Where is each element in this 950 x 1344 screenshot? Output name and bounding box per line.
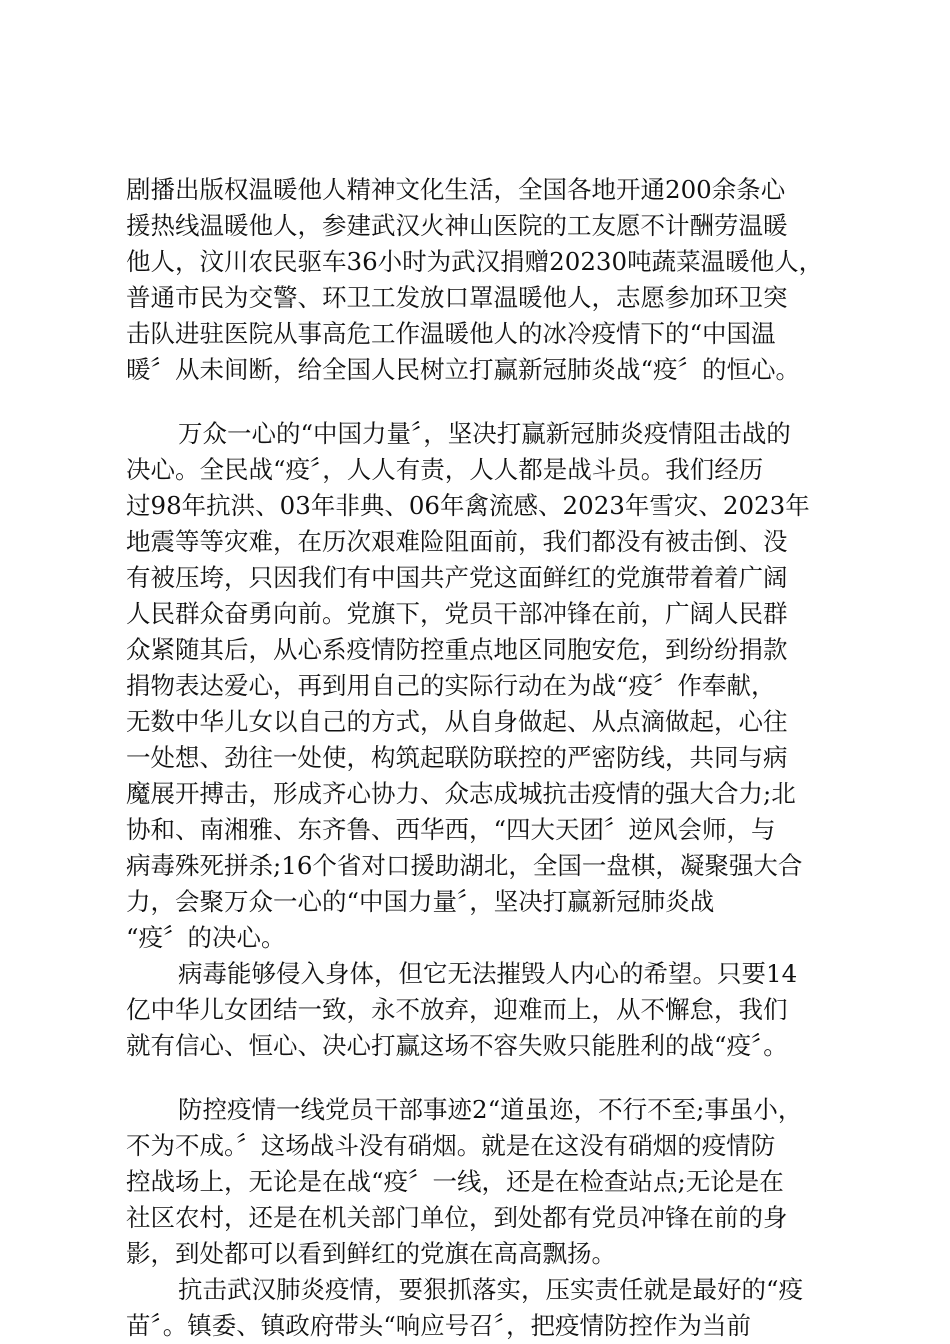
- text-line: 病毒能够侵入身体，但它无法摧毁人内心的希望。只要14: [178, 959, 798, 988]
- text-line: 不为不成。〞这场战斗没有硝烟。就是在这没有硝烟的疫情防: [126, 1131, 776, 1160]
- text-line: 决心。全民战“疫〞，人人有责，人人都是战斗员。我们经历: [126, 455, 764, 484]
- text-line: 就有信心、恒心、决心打赢这场不容失败只能胜利的战“疫〞。: [126, 1031, 788, 1060]
- text-line: 援热线温暖他人，参建武汉火神山医院的工友愿不计酬劳温暖: [126, 211, 788, 240]
- text-line: 影，到处都可以看到鲜红的党旗在高高飘扬。: [126, 1239, 616, 1268]
- text-line: 病毒殊死拼杀;16个省对口援助湖北，全国一盘棋，凝聚强大合: [126, 851, 803, 880]
- text-line: 剧播出版权温暖他人精神文化生活，全国各地开通200余条心: [126, 175, 786, 204]
- text-line: 众紧随其后，从心系疫情防控重点地区同胞安危，到纷纷捐款: [126, 635, 788, 664]
- text-line: 暖〞从未间断，给全国人民树立打赢新冠肺炎战“疫〞的恒心。: [126, 355, 801, 384]
- text-line: 一处想、劲往一处使，构筑起联防联控的严密防线，共同与病: [126, 743, 788, 772]
- text-line: 有被压垮，只因我们有中国共产党这面鲜红的党旗带着着广阔: [126, 563, 788, 592]
- text-line: 击队进驻医院从事高危工作温暖他人的冰冷疫情下的“中国温: [126, 319, 776, 348]
- text-line: 无数中华儿女以自己的方式，从自身做起、从点滴做起，心往: [126, 707, 788, 736]
- text-line: 力，会聚万众一心的“中国力量〞，坚决打赢新冠肺炎战: [126, 887, 715, 916]
- text-line: “疫〞的决心。: [126, 923, 286, 952]
- text-line: 苗〞。镇委、镇政府带头“响应号召〞，把疫情防控作为当前: [126, 1311, 752, 1340]
- text-line: 协和、南湘雅、东齐鲁、西华西，“四大天团〞逆风会师，与: [126, 815, 776, 844]
- text-line: 捐物表达爱心，再到用自己的实际行动在为战“疫〞作奉献，: [126, 671, 776, 700]
- text-line: 万众一心的“中国力量〞，坚决打赢新冠肺炎疫情阻击战的: [178, 419, 791, 448]
- text-line: 防控疫情一线党员干部事迹2“道虽迩，不行不至;事虽小，: [178, 1095, 803, 1124]
- text-line: 魔展开搏击，形成齐心协力、众志成城抗击疫情的强大合力;北: [126, 779, 796, 808]
- text-line: 抗击武汉肺炎疫情，要狠抓落实，压实责任就是最好的“疫: [178, 1275, 804, 1304]
- text-line: 社区农村，还是在机关部门单位，到处都有党员冲锋在前的身: [126, 1203, 788, 1232]
- text-line: 普通市民为交警、环卫工发放口罩温暖他人，志愿参加环卫突: [126, 283, 788, 312]
- text-line: 地震等等灾难，在历次艰难险阻面前，我们都没有被击倒、没: [126, 527, 788, 556]
- text-line: 人民群众奋勇向前。党旗下，党员干部冲锋在前，广阔人民群: [126, 599, 788, 628]
- text-line: 亿中华儿女团结一致，永不放弃，迎难而上，从不懈怠，我们: [126, 995, 788, 1024]
- text-line: 控战场上，无论是在战“疫〞一线，还是在检查站点;无论是在: [126, 1167, 784, 1196]
- text-line: 他人，汶川农民驱车36小时为武汉捐赠20230吨蔬菜温暖他人，: [126, 247, 824, 276]
- text-line: 过98年抗洪、03年非典、06年禽流感、2023年雪灾、2023年: [126, 491, 810, 520]
